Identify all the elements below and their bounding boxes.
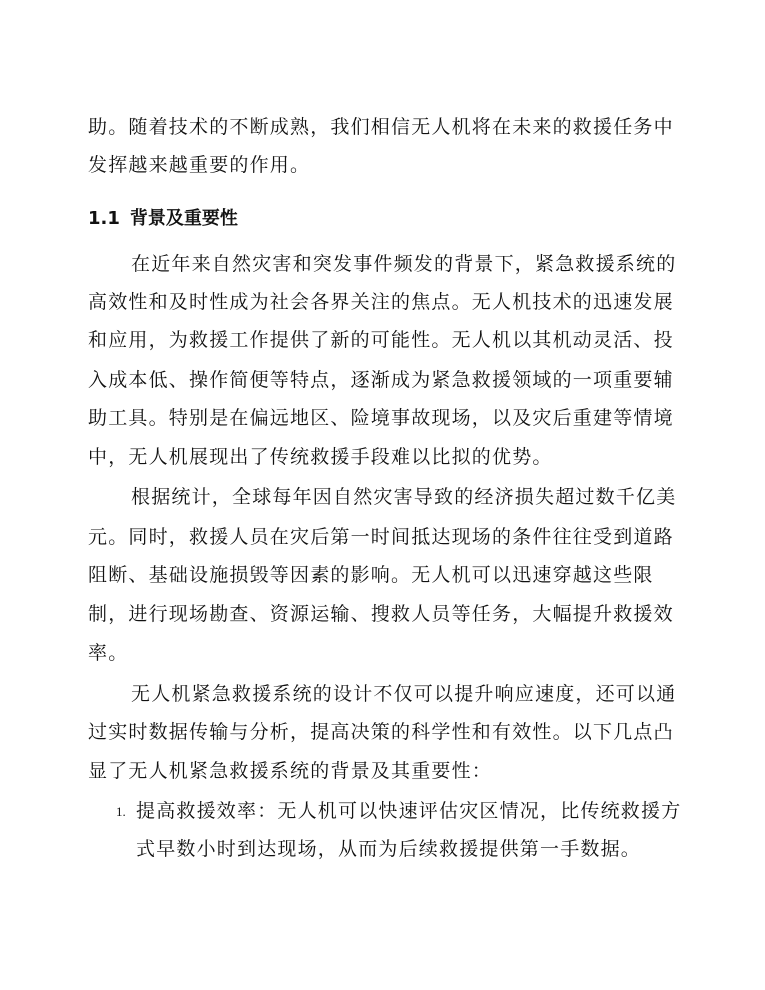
paragraph3-line-1: 无人机紧急救援系统的设计不仅可以提升响应速度，还可以通	[131, 683, 677, 705]
list-item-number: 1.	[116, 804, 126, 819]
section-title: 背景及重要性	[129, 208, 238, 229]
list-item-line-1: 提高救援效率：无人机可以快速评估灾区情况，比传统救援方	[136, 800, 682, 822]
paragraph1-line-4: 入成本低、操作简便等特点，逐渐成为紧急救援领域的一项重要辅	[88, 369, 674, 391]
intro-line-2: 发挥越来越重要的作用。	[88, 154, 311, 176]
paragraph1-line-2: 高效性和及时性成为社会各界关注的焦点。无人机技术的迅速发展	[88, 291, 674, 313]
paragraph3-line-2: 过实时数据传输与分析，提高决策的科学性和有效性。以下几点凸	[88, 721, 674, 743]
paragraph2-line-4: 制，进行现场勘查、资源运输、搜救人员等任务，大幅提升救援效	[88, 603, 674, 625]
paragraph2-line-5: 率。	[88, 642, 129, 664]
paragraph1-line-3: 和应用，为救援工作提供了新的可能性。无人机以其机动灵活、投	[88, 329, 674, 351]
paragraph1-line-1: 在近年来自然灾害和突发事件频发的背景下，紧急救援系统的	[131, 253, 677, 275]
intro-line-1: 助。随着技术的不断成熟，我们相信无人机将在未来的救援任务中	[88, 116, 674, 138]
list-item-line-2: 式早数小时到达现场，从而为后续救援提供第一手数据。	[136, 838, 642, 860]
section-number: 1.1	[88, 208, 120, 229]
paragraph2-line-2: 元。同时，救援人员在灾后第一时间抵达现场的条件往往受到道路	[88, 526, 674, 548]
paragraph3-line-3: 显了无人机紧急救援系统的背景及其重要性：	[88, 760, 493, 782]
paragraph1-line-6: 中，无人机展现出了传统救援手段难以比拟的优势。	[88, 446, 553, 468]
paragraph2-line-3: 阻断、基础设施损毁等因素的影响。无人机可以迅速穿越这些限	[88, 564, 654, 586]
paragraph1-line-5: 助工具。特别是在偏远地区、险境事故现场，以及灾后重建等情境	[88, 407, 674, 429]
section-heading	[88, 206, 238, 232]
paragraph2-line-1: 根据统计，全球每年因自然灾害导致的经济损失超过数千亿美	[131, 486, 677, 508]
